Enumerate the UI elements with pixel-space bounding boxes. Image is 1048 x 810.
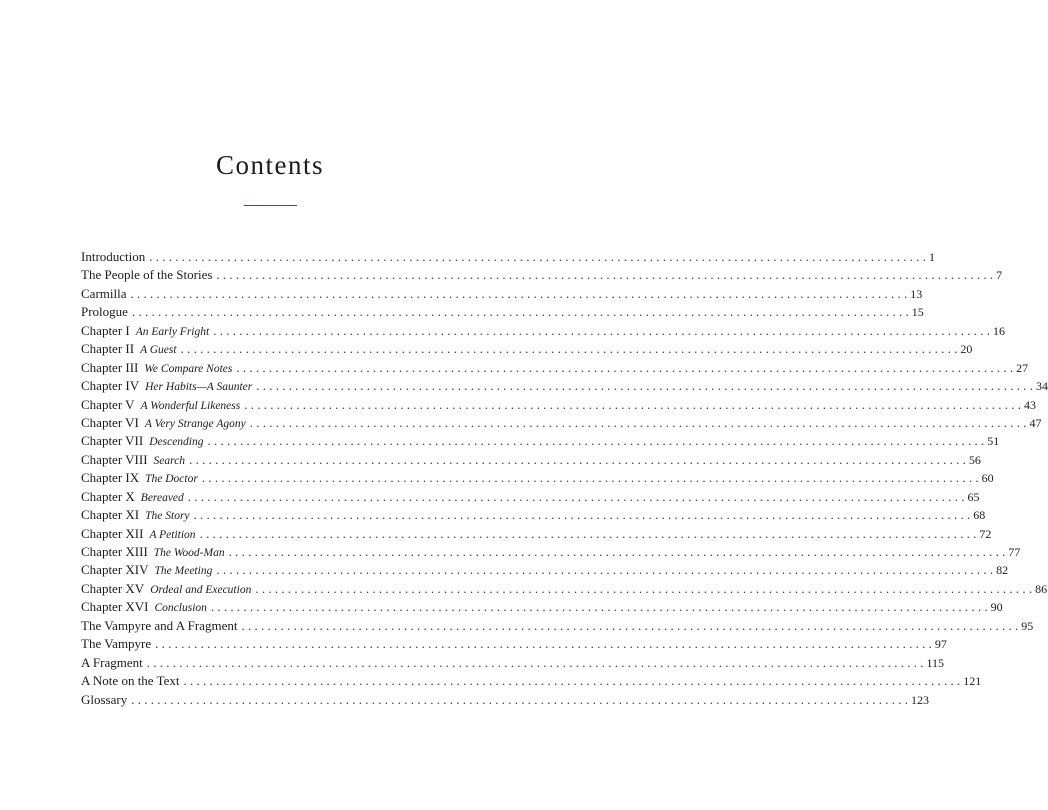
toc-entry-label: The Vampyre and A Fragment — [81, 617, 238, 633]
toc-entry-label: Glossary — [81, 691, 128, 707]
page-title: Contents — [215, 150, 324, 180]
toc-entry[interactable] — [81, 248, 936, 266]
dot-leader: . . . . . . . . . . . . . . . . . . . . . . . . . . . . . . . . . . . . . . . . . . . . . . . . . . . . . . . . . . . . . . . . . . . . . . . . . . . . . . . . . . . . . . . . . . . . . . . . . . . . . . . . . . . . . . . . . . . . . . . . — [216, 267, 994, 283]
toc-entry[interactable] — [81, 469, 994, 487]
toc-entry[interactable] — [81, 377, 1048, 395]
toc-entry-page-number: 68 — [973, 508, 986, 523]
title-divider — [244, 205, 297, 206]
toc-entry-label: Chapter VII — [81, 433, 144, 449]
dot-leader: . . . . . . . . . . . . . . . . . . . . . . . . . . . . . . . . . . . . . . . . . . . . . . . . . . . . . . . . . . . . . . . . . . . . . . . . . . . . . . . . . . . . . . . . . . . . . . . . . . . . . . . . . . . . . . . . . . . . . . . . — [201, 470, 979, 486]
dot-leader: . . . . . . . . . . . . . . . . . . . . . . . . . . . . . . . . . . . . . . . . . . . . . . . . . . . . . . . . . . . . . . . . . . . . . . . . . . . . . . . . . . . . . . . . . . . . . . . . . . . . . . . . . . . . . . . . . . . . . . . . — [199, 525, 977, 541]
toc-entry-page-number: 72 — [979, 526, 992, 541]
dot-leader: . . . . . . . . . . . . . . . . . . . . . . . . . . . . . . . . . . . . . . . . . . . . . . . . . . . . . . . . . . . . . . . . . . . . . . . . . . . . . . . . . . . . . . . . . . . . . . . . . . . . . . . . . . . . . . . . . . . . . . . . — [256, 378, 1033, 394]
toc-entry-label: Chapter I — [81, 322, 130, 338]
toc-entry-page-number: 77 — [1008, 545, 1021, 559]
toc-entry-page-number: 86 — [1035, 581, 1048, 596]
toc-entry-label: Chapter VI — [81, 414, 139, 430]
toc-entry[interactable] — [81, 598, 1003, 616]
dot-leader: . . . . . . . . . . . . . . . . . . . . . . . . . . . . . . . . . . . . . . . . . . . . . . . . . . . . . . . . . . . . . . . . . . . . . . . . . . . . . . . . . . . . . . . . . . . . . . . . . . . . . . . . . . . . . . . . . . . . . . . . — [149, 249, 927, 264]
toc-entry-subtitle: A Petition — [149, 528, 196, 541]
toc-entry[interactable] — [81, 451, 981, 469]
toc-entry-label: Chapter II — [81, 341, 135, 357]
toc-entry[interactable] — [81, 340, 973, 358]
toc-entry-page-number: 90 — [990, 600, 1003, 615]
toc-entry-label: A Fragment — [81, 654, 143, 670]
toc-entry[interactable] — [81, 543, 1021, 561]
toc-entry-page-number: 65 — [967, 489, 980, 504]
dot-leader: . . . . . . . . . . . . . . . . . . . . . . . . . . . . . . . . . . . . . . . . . . . . . . . . . . . . . . . . . . . . . . . . . . . . . . . . . . . . . . . . . . . . . . . . . . . . . . . . . . . . . . . . . . . . . . . . . . . . . . . . — [183, 673, 961, 689]
dot-leader: . . . . . . . . . . . . . . . . . . . . . . . . . . . . . . . . . . . . . . . . . . . . . . . . . . . . . . . . . . . . . . . . . . . . . . . . . . . . . . . . . . . . . . . . . . . . . . . . . . . . . . . . . . . . . . . . . . . . . . . . — [213, 322, 990, 338]
toc-entry-page-number: 43 — [1023, 397, 1036, 412]
toc-entry-page-number: 123 — [910, 692, 929, 707]
toc-entry-label: Chapter XV — [81, 580, 145, 596]
toc-entry-subtitle: An Early Fright — [135, 325, 210, 338]
dot-leader: . . . . . . . . . . . . . . . . . . . . . . . . . . . . . . . . . . . . . . . . . . . . . . . . . . . . . . . . . . . . . . . . . . . . . . . . . . . . . . . . . . . . . . . . . . . . . . . . . . . . . . . . . . . . . . . . . . . . . . . . — [131, 691, 908, 707]
toc-entry[interactable] — [81, 617, 1034, 635]
toc-entry-page-number: 15 — [911, 305, 924, 320]
toc-entry-page-number: 97 — [934, 637, 947, 652]
toc-entry-page-number: 34 — [1036, 379, 1048, 394]
toc-entry-subtitle: The Meeting — [154, 565, 213, 578]
dot-leader: . . . . . . . . . . . . . . . . . . . . . . . . . . . . . . . . . . . . . . . . . . . . . . . . . . . . . . . . . . . . . . . . . . . . . . . . . . . . . . . . . . . . . . . . . . . . . . . . . . . . . . . . . . . . . . . . . . . . . . . . — [193, 507, 971, 523]
toc-entry[interactable] — [81, 285, 923, 303]
toc-entry-page-number: 115 — [926, 655, 945, 670]
toc-entry-label: Chapter IV — [81, 378, 140, 394]
toc-entry-label: The Vampyre — [81, 636, 152, 652]
toc-entry-label: Chapter XI — [81, 507, 140, 523]
toc-entry-subtitle: Search — [153, 454, 186, 467]
dot-leader: . . . . . . . . . . . . . . . . . . . . . . . . . . . . . . . . . . . . . . . . . . . . . . . . . . . . . . . . . . . . . . . . . . . . . . . . . . . . . . . . . . . . . . . . . . . . . . . . . . . . . . . . . . . . . . . . . . . . . . . . — [180, 341, 958, 357]
toc-entry[interactable] — [81, 359, 1029, 377]
toc-entry-label: Chapter XIV — [81, 562, 149, 578]
toc-entry-label: The People of the Stories — [81, 267, 213, 283]
dot-leader: . . . . . . . . . . . . . . . . . . . . . . . . . . . . . . . . . . . . . . . . . . . . . . . . . . . . . . . . . . . . . . . . . . . . . . . . . . . . . . . . . . . . . . . . . . . . . . . . . . . . . . . . . . . . . . . . . . . . . . . . — [216, 562, 994, 578]
toc-entry-subtitle: We Compare Notes — [144, 362, 233, 375]
toc-entry-page-number: 16 — [992, 323, 1005, 338]
toc-entry-subtitle: Her Habits—A Saunter — [145, 381, 253, 394]
toc-entry-page-number: 47 — [1029, 415, 1042, 430]
toc-entry[interactable] — [81, 322, 1005, 340]
toc-entry-subtitle: A Wonderful Likeness — [140, 399, 241, 412]
toc-entry-label: Chapter VIII — [81, 451, 148, 467]
dot-leader: . . . . . . . . . . . . . . . . . . . . . . . . . . . . . . . . . . . . . . . . . . . . . . . . . . . . . . . . . . . . . . . . . . . . . . . . . . . . . . . . . . . . . . . . . . . . . . . . . . . . . . . . . . . . . . . . . . . . . . . . — [146, 654, 924, 670]
toc-entry[interactable] — [81, 561, 1009, 579]
toc-entry-page-number: 60 — [981, 471, 994, 486]
toc-entry[interactable] — [81, 488, 980, 506]
toc-entry[interactable] — [81, 506, 986, 524]
toc-entry-label: Prologue — [81, 304, 128, 320]
toc-entry-page-number: 27 — [1016, 360, 1029, 375]
toc-entry[interactable] — [81, 266, 1003, 284]
dot-leader: . . . . . . . . . . . . . . . . . . . . . . . . . . . . . . . . . . . . . . . . . . . . . . . . . . . . . . . . . . . . . . . . . . . . . . . . . . . . . . . . . . . . . . . . . . . . . . . . . . . . . . . . . . . . . . . . . . . . . . . . — [210, 599, 988, 615]
toc-entry-label: Chapter X — [81, 488, 135, 504]
toc-entry-subtitle: The Doctor — [145, 473, 198, 486]
toc-entry-subtitle: The Wood-Man — [153, 547, 225, 559]
dot-leader: . . . . . . . . . . . . . . . . . . . . . . . . . . . . . . . . . . . . . . . . . . . . . . . . . . . . . . . . . . . . . . . . . . . . . . . . . . . . . . . . . . . . . . . . . . . . . . . . . . . . . . . . . . . . . . . . . . . . . . . . — [228, 544, 1006, 559]
dot-leader: . . . . . . . . . . . . . . . . . . . . . . . . . . . . . . . . . . . . . . . . . . . . . . . . . . . . . . . . . . . . . . . . . . . . . . . . . . . . . . . . . . . . . . . . . . . . . . . . . . . . . . . . . . . . . . . . . . . . . . . . — [236, 359, 1014, 375]
toc-entry-label: A Note on the Text — [81, 673, 180, 689]
toc-entry-page-number: 1 — [929, 250, 936, 264]
dot-leader: . . . . . . . . . . . . . . . . . . . . . . . . . . . . . . . . . . . . . . . . . . . . . . . . . . . . . . . . . . . . . . . . . . . . . . . . . . . . . . . . . . . . . . . . . . . . . . . . . . . . . . . . . . . . . . . . . . . . . . . . — [255, 580, 1033, 596]
dot-leader: . . . . . . . . . . . . . . . . . . . . . . . . . . . . . . . . . . . . . . . . . . . . . . . . . . . . . . . . . . . . . . . . . . . . . . . . . . . . . . . . . . . . . . . . . . . . . . . . . . . . . . . . . . . . . . . . . . . . . . . . — [241, 617, 1019, 633]
toc-entry[interactable] — [81, 303, 924, 321]
dot-leader: . . . . . . . . . . . . . . . . . . . . . . . . . . . . . . . . . . . . . . . . . . . . . . . . . . . . . . . . . . . . . . . . . . . . . . . . . . . . . . . . . . . . . . . . . . . . . . . . . . . . . . . . . . . . . . . . . . . . . . . . — [130, 285, 908, 301]
toc-entry-label: Introduction — [81, 249, 146, 264]
table-of-contents — [81, 248, 1048, 709]
dot-leader: . . . . . . . . . . . . . . . . . . . . . . . . . . . . . . . . . . . . . . . . . . . . . . . . . . . . . . . . . . . . . . . . . . . . . . . . . . . . . . . . . . . . . . . . . . . . . . . . . . . . . . . . . . . . . . . . . . . . . . . . — [189, 451, 966, 467]
toc-entry[interactable] — [81, 672, 982, 690]
dot-leader: . . . . . . . . . . . . . . . . . . . . . . . . . . . . . . . . . . . . . . . . . . . . . . . . . . . . . . . . . . . . . . . . . . . . . . . . . . . . . . . . . . . . . . . . . . . . . . . . . . . . . . . . . . . . . . . . . . . . . . . . — [155, 636, 932, 652]
toc-entry-subtitle: The Story — [145, 510, 190, 523]
toc-entry[interactable] — [81, 525, 992, 543]
toc-entry-page-number: 95 — [1021, 618, 1034, 633]
toc-entry-page-number: 7 — [996, 268, 1003, 283]
dot-leader: . . . . . . . . . . . . . . . . . . . . . . . . . . . . . . . . . . . . . . . . . . . . . . . . . . . . . . . . . . . . . . . . . . . . . . . . . . . . . . . . . . . . . . . . . . . . . . . . . . . . . . . . . . . . . . . . . . . . . . . . — [187, 488, 965, 504]
toc-entry-label: Chapter XVI — [81, 599, 149, 615]
toc-entry-label: Chapter IX — [81, 470, 140, 486]
toc-entry-label: Chapter XIII — [81, 544, 148, 559]
dot-leader: . . . . . . . . . . . . . . . . . . . . . . . . . . . . . . . . . . . . . . . . . . . . . . . . . . . . . . . . . . . . . . . . . . . . . . . . . . . . . . . . . . . . . . . . . . . . . . . . . . . . . . . . . . . . . . . . . . . . . . . . — [131, 304, 909, 320]
toc-entry[interactable] — [81, 691, 929, 709]
toc-entry[interactable] — [81, 396, 1036, 414]
toc-entry-page-number: 51 — [987, 434, 1000, 449]
toc-entry-page-number: 82 — [996, 563, 1009, 578]
toc-entry-page-number: 20 — [960, 342, 973, 357]
toc-entry-subtitle: A Very Strange Agony — [144, 417, 246, 430]
toc-entry-page-number: 121 — [963, 674, 982, 689]
toc-entry-label: Chapter III — [81, 359, 139, 375]
dot-leader: . . . . . . . . . . . . . . . . . . . . . . . . . . . . . . . . . . . . . . . . . . . . . . . . . . . . . . . . . . . . . . . . . . . . . . . . . . . . . . . . . . . . . . . . . . . . . . . . . . . . . . . . . . . . . . . . . . . . . . . . — [207, 433, 985, 449]
toc-entry[interactable] — [81, 432, 1000, 450]
toc-entry[interactable] — [81, 654, 945, 672]
toc-entry-label: Chapter XII — [81, 525, 144, 541]
toc-entry-subtitle: Descending — [149, 436, 204, 449]
toc-entry-page-number: 56 — [968, 452, 981, 467]
dot-leader: . . . . . . . . . . . . . . . . . . . . . . . . . . . . . . . . . . . . . . . . . . . . . . . . . . . . . . . . . . . . . . . . . . . . . . . . . . . . . . . . . . . . . . . . . . . . . . . . . . . . . . . . . . . . . . . . . . . . . . . . — [244, 396, 1021, 412]
toc-entry-label: Carmilla — [81, 285, 127, 301]
dot-leader: . . . . . . . . . . . . . . . . . . . . . . . . . . . . . . . . . . . . . . . . . . . . . . . . . . . . . . . . . . . . . . . . . . . . . . . . . . . . . . . . . . . . . . . . . . . . . . . . . . . . . . . . . . . . . . . . . . . . . . . . — [249, 414, 1027, 430]
toc-entry[interactable] — [81, 414, 1042, 432]
toc-entry-subtitle: Bereaved — [140, 491, 184, 504]
toc-entry[interactable] — [81, 635, 947, 653]
toc-entry-label: Chapter V — [81, 396, 135, 412]
toc-entry-subtitle: Conclusion — [154, 602, 207, 615]
toc-entry-page-number: 13 — [910, 286, 923, 301]
toc-entry[interactable] — [81, 580, 1048, 598]
toc-entry-subtitle: A Guest — [140, 344, 177, 357]
toc-entry-subtitle: Ordeal and Execution — [150, 583, 252, 596]
